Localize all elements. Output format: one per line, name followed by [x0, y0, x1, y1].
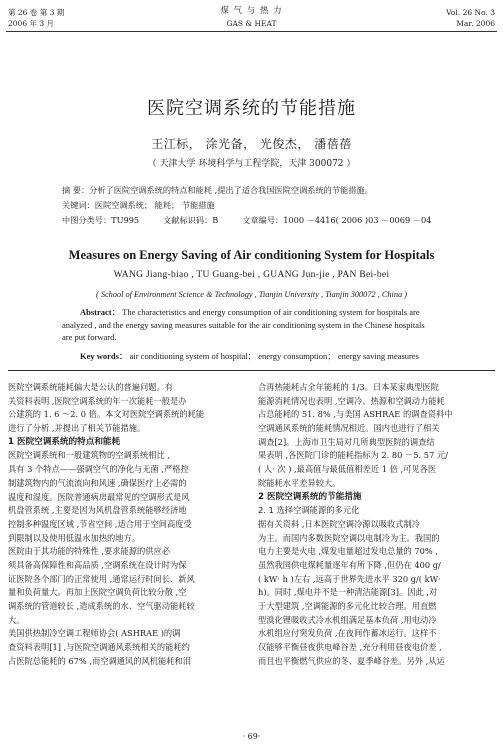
- body-text-line: 调查[2]。上海市卫生局对几所典型医院的调查结: [258, 436, 435, 447]
- body-text-line: 占医院总能耗的 67% ,而空调通风的风机能耗和泪: [8, 655, 191, 666]
- document-code: 文献标识码：B: [163, 215, 219, 225]
- body-text-line: 于大型建筑 ,空调能源的多元化比较合理。用直燃: [258, 601, 437, 611]
- body-text-line: 果表明 ,各医院门诊的能耗指标为 2. 80 －5. 57 元/: [258, 450, 448, 461]
- abstract-rule: [8, 370, 495, 371]
- body-text-line: 据有关资料 ,日本医院空调冷源以吸收式制冷: [258, 518, 420, 529]
- article-number: 文章编号：1000 －4416( 2006 )03 －0069 －04: [242, 215, 432, 225]
- article-title-en: Measures on Energy Saving of Air conditioning System for Hospitals: [68, 248, 435, 262]
- page-number: · 69·: [242, 732, 261, 741]
- body-text-line: 医院空调系统和一般建筑物的空调系统相比 ,: [8, 450, 170, 461]
- article-title-cn: 医院空调系统的节能措施: [147, 98, 356, 119]
- body-text-line: 电力主要是火电 ,煤发电量超过发电总量的 70% ,: [258, 546, 438, 557]
- body-text-line: 空调通风系统的能耗情况相近。国内也进行了相关: [258, 423, 440, 434]
- body-text-line: 到限制以及使用低温水加热的地方。: [8, 532, 140, 543]
- body-text-line: 控制多种温度区域 ,节省空间 ,适合用于空间高度受: [8, 518, 192, 529]
- body-left-column: [8, 381, 250, 668]
- body-text-line: h)。同时 ,煤电并不是一种清洁能源[3]。因此 ,对: [258, 587, 438, 598]
- keywords-en-label: Key words：: [80, 351, 128, 361]
- body-text-line: 为主。而国内多数医院空调以电制冷为主。我国的: [258, 532, 440, 543]
- body-text-line: 机盘管系统 ,主要是因为风机盘管系统能够经济地: [8, 505, 187, 516]
- header-date-en: Mar. 2006: [456, 19, 495, 28]
- keywords-en: [80, 350, 419, 363]
- keywords-cn-label: 关键词：: [62, 200, 95, 210]
- body-text-line: 而且也平衡燃气供应的冬、夏季峰谷差。另外 ,从运: [258, 655, 445, 666]
- section-heading: 1 医院空调系统的特点和能耗: [8, 436, 121, 447]
- header-rule: [6, 31, 497, 32]
- classification-line: [62, 215, 431, 226]
- body-text-line: 关资料表明 ,医院空调系统的年一次能耗一般是办: [8, 395, 187, 406]
- keywords-cn: [62, 200, 215, 211]
- body-text-line: ( kW· h )左右 ,远高于世界先进水平 320 g/( kW·: [258, 573, 441, 584]
- body-text-line: 制建筑物内的气流流向和风速 ,确保医疗上必需的: [8, 477, 187, 488]
- abstract-en: [62, 306, 425, 344]
- abstract-en-label: Abstract：: [80, 307, 121, 317]
- body-text-line: 医院由于其功能的特殊性 ,要求能源的供应必: [8, 546, 170, 557]
- abstract-cn: [62, 185, 373, 196]
- keywords-cn-text: 医院空调系统； 能耗； 节能措施: [94, 200, 215, 210]
- clc-number: 中图分类号：TU995: [62, 215, 140, 225]
- abstract-cn-text: 分析了医院空调系统的特点和能耗 ,提出了适合我国医院空调系统的节能措施。: [89, 185, 373, 195]
- abstract-en-line3: are put forward.: [62, 332, 117, 343]
- body-text-line: 须具备高保障性和高品质 ,空调系统在设计时为保: [8, 559, 187, 570]
- body-text-line: ( 人· 次 ) ,最高值与最低值相差近 1 倍 ,可见各医: [258, 464, 437, 475]
- body-text-line: 水机组应付突发负荷 ,在夜间作蓄冰运行。这样不: [258, 628, 437, 639]
- journal-name: 煤 气 与 热 力: [220, 6, 283, 16]
- body-text-line: 美国供热制冷空调工程师协会( ASHRAE )的调: [8, 628, 181, 639]
- body-text-line: 仅能够平衡昼夜供电峰谷差 ,充分利用昼夜电价差 ,: [258, 642, 442, 653]
- body-text-line: 虽然我国供电煤耗量逐年有所下降 ,但仍在 400 g/: [258, 559, 441, 570]
- section-heading: 2 医院空调系统的节能措施: [258, 491, 362, 502]
- affiliation-cn: （ 天津大学 环境科学与工程学院，天津 300072 ）: [147, 159, 356, 169]
- body-text-line: 公建筑的 1. 6 ～2. 0 倍。本文对医院空调系统的耗能: [8, 409, 205, 420]
- journal-name-en: GAS & HEAT: [226, 19, 277, 28]
- body-text-line: 查资料表明[1] ,与医院空调通风系统相关的能耗约: [8, 642, 190, 653]
- body-text-line: 量和负荷量大。再加上医院空调负荷比较分散 ,空: [8, 587, 187, 598]
- abstract-cn-label: 摘 要：: [62, 185, 90, 195]
- body-text-line: 合再热能耗占全年能耗的 1/3。日本某家典型医院: [258, 382, 439, 392]
- body-text-line: 院能耗水平差异较大。: [258, 477, 341, 488]
- body-text-line: 医院空调系统能耗偏大是公认的普遍问题。有: [8, 382, 173, 392]
- body-text-line: 大。: [8, 614, 25, 625]
- body-text-line: 证医院各个部门的正常使用 ,通常运行时间长、新风: [8, 573, 195, 584]
- header-volume: 第 26 卷 第 3 期: [8, 8, 65, 17]
- body-text-line: 具有 3 个特点——强调空气的净化与无菌 ,严格控: [8, 464, 189, 475]
- body-text-line: 调系统的管道较长 ,造成系统的水、空气驱动能耗较: [8, 601, 195, 611]
- body-text-line: 占总能耗的 51. 8% ,与美国 ASHRAE 的调查资料中: [258, 409, 453, 420]
- body-text-line: 进行了分析 ,并提出了相关节能措施。: [8, 423, 146, 434]
- authors-en: WANG Jiang-biao , TU Guang-bei , GUANG Jun-jie , PAN Bei-bei: [113, 270, 390, 280]
- abstract-en-line2: analyzed , and the energy saving measures suitable for the air conditioning system in the Chinese hospitals: [62, 319, 425, 330]
- header-volume-en: Vol. 26 No. 3: [446, 8, 495, 17]
- body-text-line: 温度和湿度。医院普通病房最常见的空调形式是风: [8, 491, 190, 502]
- body-text-line: 型溴化锂吸收式冷水机组满足基本负荷 ,用电动冷: [258, 614, 437, 625]
- body-text-line: 能源消耗情况也表明 ,空调冷、热源和空调动力能耗: [258, 395, 445, 406]
- header-date: 2006 年 3 月: [8, 19, 55, 28]
- keywords-en-text: air conditioning system of hospital； energy consumption； energy saving measures: [129, 351, 419, 361]
- authors-cn: 王江标， 涂光备， 光俊杰， 潘蓓蓓: [151, 137, 352, 151]
- body-right-column: [258, 381, 498, 668]
- affiliation-en: ( School of Environment Science & Technology , Tianjin University , Tianjin 300072 , China ): [96, 290, 407, 299]
- subsection-heading: 2. 1 选择空调能源的多元化: [258, 505, 360, 516]
- abstract-en-line1: The characteristics and energy consumption of air conditioning system for hospitals are: [122, 307, 420, 317]
